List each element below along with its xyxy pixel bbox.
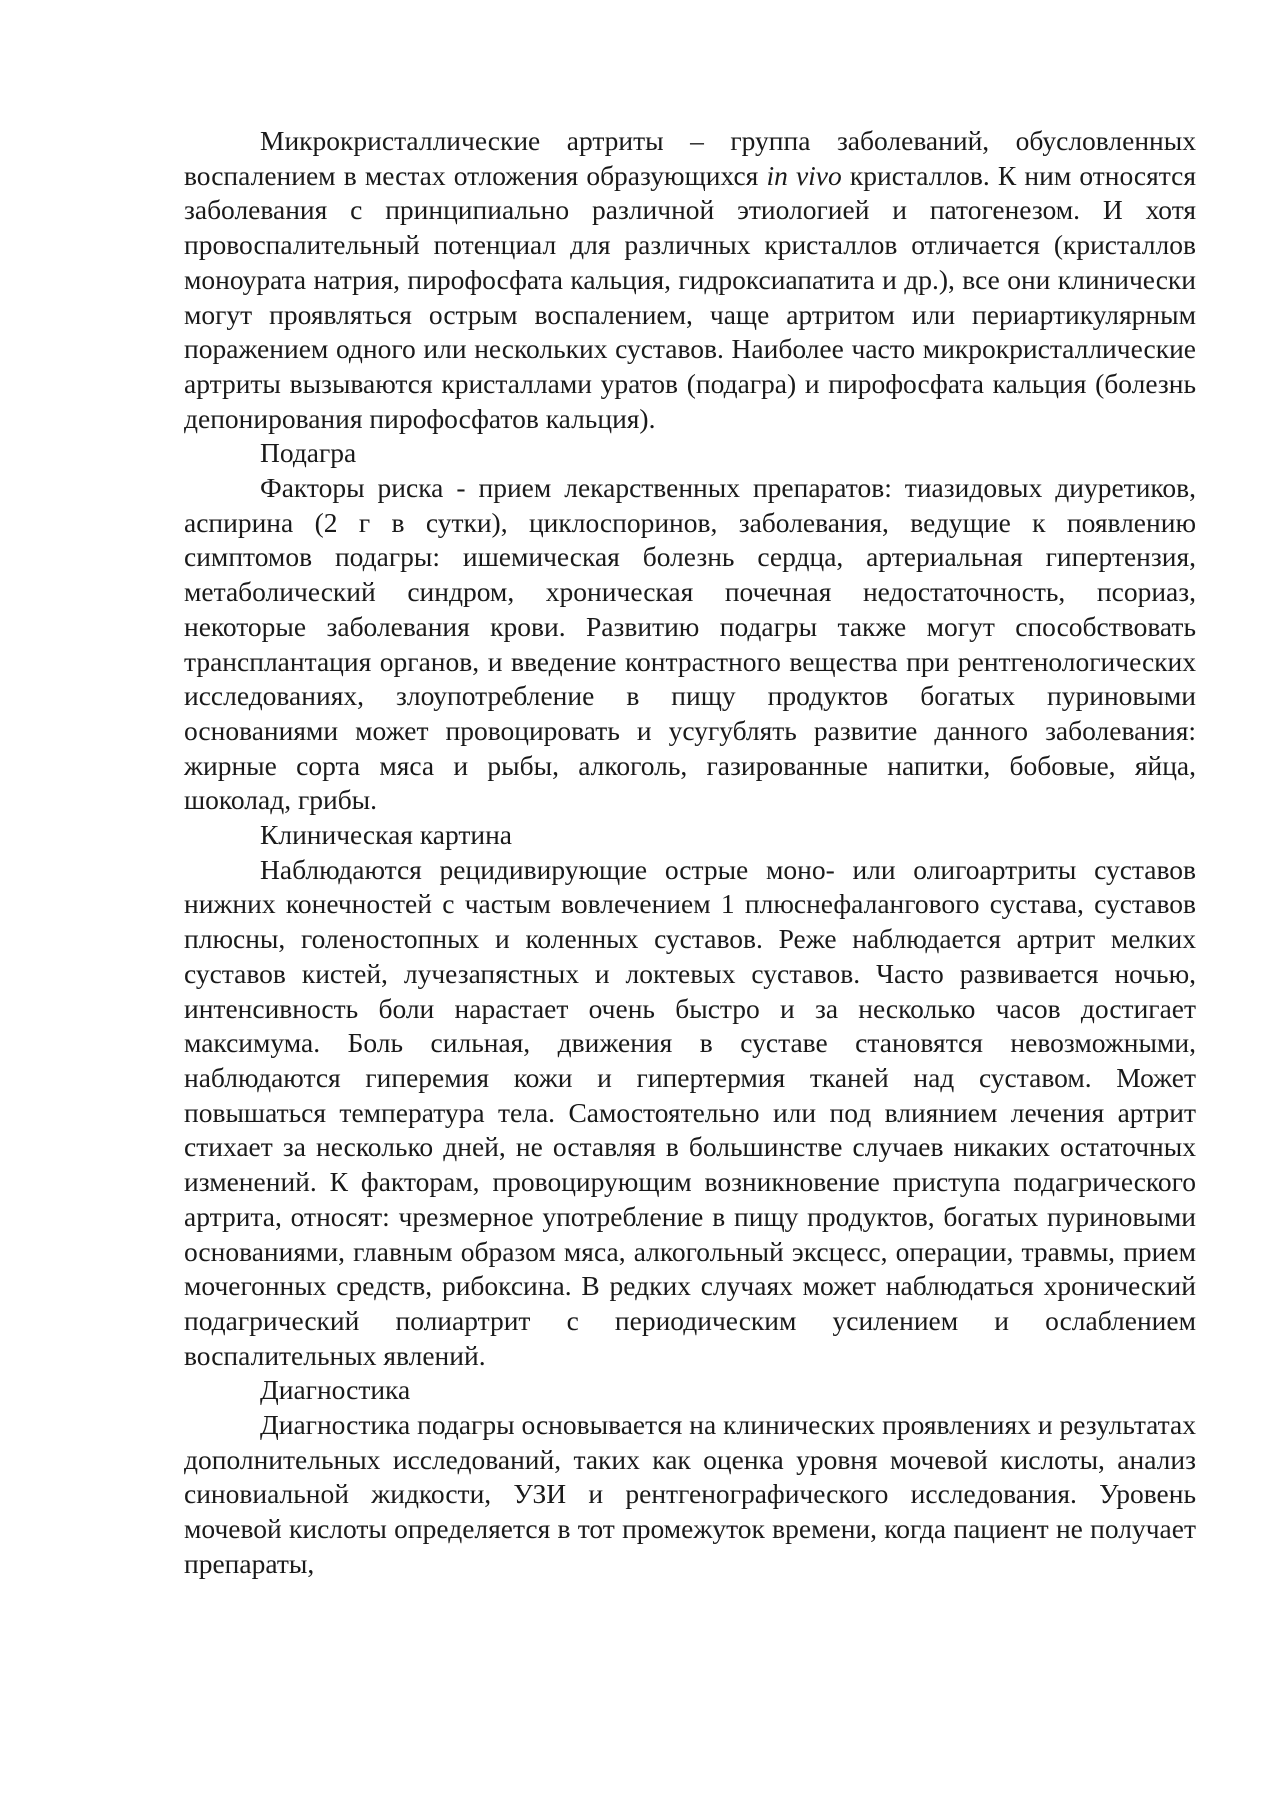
diagnostics-paragraph: Диагностика подагры основывается на клинических проявлениях и результатах дополнительных исследований, таких как оценка уровня мочевой кислоты, анализ синовиальной жидкости, УЗИ и рентгенографического исследования. Уровень мочевой кислоты определяется в тот промежуток времени, когда пациент не получает препараты,	[184, 1409, 1196, 1579]
heading-diagnostics: Диагностика	[260, 1374, 411, 1406]
document-page	[184, 124, 1196, 1582]
risk-factors-paragraph: Факторы риска - прием лекарственных препаратов: тиазидовых диуретиков, аспирина (2 г в сутки), циклоспоринов, заболевания, ведущие к появлению симптомов подагры: ишемическая болезнь сердца, артериальная гипертензия, метаболический синдром, хроническая почечная недостаточность, псориаз, некоторые заболевания крови. Развитию подагры также могут способствовать трансплантация органов, и введение контрастного вещества при рентгенологических исследованиях, злоупотребление в пищу продуктов богатых пуриновыми основаниями может провоцировать и усугублять развитие данного заболевания: жирные сорта мяса и рыбы, алкоголь, газированные напитки, бобовые, яйца, шоколад, грибы.	[184, 472, 1196, 816]
intro-paragraph	[184, 124, 1196, 436]
intro-text-part1: Микрокристаллические артриты – группа заболеваний, обусловленных воспалением в местах отложения образующихся	[184, 125, 1196, 191]
heading-gout: Подагра	[260, 437, 357, 469]
clinical-paragraph: Наблюдаются рецидивирующие острые моно- или олигоартриты суставов нижних конечностей с частым вовлечением 1 плюснефалангового сустава, суставов плюсны, голеностопных и коленных суставов. Реже наблюдается артрит мелких суставов кистей, лучезапястных и локтевых суставов. Часто развивается ночью, интенсивность боли нарастает очень быстро и за несколько часов достигает максимума. Боль сильная, движения в суставе становятся невозможными, наблюдаются гиперемия кожи и гипертермия тканей над суставом. Может повышаться температура тела. Самостоятельно или под влиянием лечения артрит стихает за несколько дней, не оставляя в большинстве случаев никаких остаточных изменений. К факторам, провоцирующим возникновение приступа подагрического артрита, относят: чрезмерное употребление в пищу продуктов, богатых пуриновыми основаниями, главным образом мяса, алкогольный эксцесс, операции, травмы, прием мочегонных средств, рибоксина. В редких случаях может наблюдаться хронический подагрический полиартрит с периодическим усилением и ослаблением воспалительных явлений.	[184, 853, 1196, 1371]
heading-clinical-picture: Клиническая картина	[260, 819, 513, 851]
intro-text-part2: кристаллов. К ним относятся заболевания с принципиально различной этиологией и патогенезом. И хотя провоспалительный потенциал для различных кристаллов отличается (кристаллов моноурата натрия, пирофосфата кальция, гидроксиапатита и др.), все они клинически могут проявляться острым воспалением, чаще артритом или периартикулярным поражением одного или нескольких суставов. Наиболее часто микрокристаллические артриты вызываются кристаллами уратов (подагра) и пирофосфата кальция (болезнь депонирования пирофосфатов кальция).	[184, 159, 1196, 434]
intro-italic-term: in vivo	[766, 159, 842, 191]
